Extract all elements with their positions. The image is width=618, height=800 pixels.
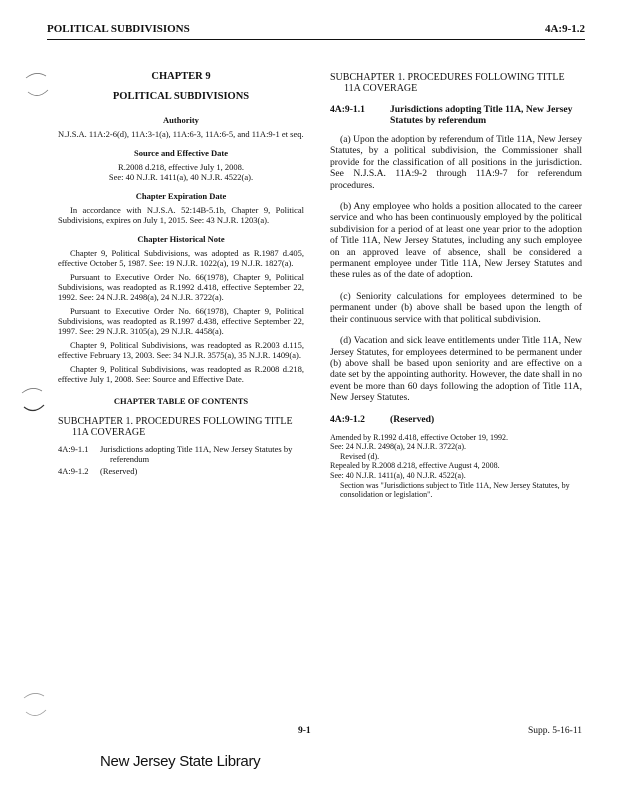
section-heading-1 [330, 104, 582, 126]
library-stamp: New Jersey State Library [100, 753, 261, 770]
right-column [330, 72, 582, 500]
header-section: 4A:9-1.2 [544, 23, 585, 35]
header-rule [47, 39, 585, 40]
paragraph-c: (c) Seniority calculations for employees determined to be permanent under (b) above shall be based upon the length of their continuous service with that political subdivision. [330, 290, 582, 325]
history-note: Pursuant to Executive Order No. 66(1978), Chapter 9, Political Subdivisions, was readopted as R.1997 d.438, effective September 22, 1997. See: 29 N.J.R. 3105(a), 29 N.J.R. 4458(a). [58, 306, 304, 336]
section-number: 4A:9-1.1 [330, 104, 365, 115]
chapter-title: POLITICAL SUBDIVISIONS [112, 91, 250, 102]
subchapter-heading: SUBCHAPTER 1. PROCEDURES FOLLOWING TITLE 11A COVERAGE [330, 72, 565, 94]
source-line-2: See: 40 N.J.R. 1411(a), 40 N.J.R. 4522(a). [108, 172, 254, 182]
history-line: Revised (d). [340, 451, 380, 461]
history-note: Pursuant to Executive Order No. 66(1978), Chapter 9, Political Subdivisions, was readopted as R.1992 d.418, effective September 22, 1992. See: 24 N.J.R. 2498(a), 24 N.J.R. 3722(a). [58, 272, 304, 302]
supplement-date: Supp. 5-16-11 [527, 726, 582, 736]
history-note: Chapter 9, Political Subdivisions, was readopted as R.2008 d.218, effective July 1, 2008. See: Source and Effective Date. [58, 364, 304, 384]
page-number: 9-1 [298, 726, 311, 736]
paragraph-a: (a) Upon the adoption by referendum of Title 11A, New Jersey Statutes, by a political subdivision, the Commissioner shall provide for the classification of all positions in the jurisdiction. See N.J.S.A. 11A:9-2 through 11A:9-7 for referendum procedures. [330, 134, 582, 191]
history-note: Chapter 9, Political Subdivisions, was adopted as R.1987 d.405, effective October 5, 1987. See: 19 N.J.R. 1022(a), 19 N.J.R. 1827(a). [58, 248, 304, 268]
toc-subchapter: SUBCHAPTER 1. PROCEDURES FOLLOWING TITLE 11A COVERAGE [58, 416, 293, 438]
source-heading: Source and Effective Date [133, 148, 229, 158]
history-line: Repealed by R.2008 d.218, effective August 4, 2008. [330, 461, 500, 471]
authority-text: N.J.S.A. 11A:2-6(d), 11A:3-1(a), 11A:6-3, 11A:6-5, and 11A:9-1 et seq. [58, 129, 304, 139]
margin-mark-2 [18, 385, 50, 415]
source-line-1: R.2008 d.218, effective July 1, 2008. [118, 162, 244, 172]
paragraph-d: (d) Vacation and sick leave entitlements under Title 11A, New Jersey Statutes, for employees determined to be permanent under (b) above shall be based upon seniority and are effective on a date set by the appointing authority. However, the date shall in no event be more than 60 days following the adoption of Title 11A, New Jersey Statutes. [330, 335, 582, 404]
toc-heading: CHAPTER TABLE OF CONTENTS [113, 396, 249, 406]
toc-entry-title: Jurisdictions adopting Title 11A, New Jersey Statutes by referendum [100, 444, 293, 464]
toc-entry[interactable] [58, 466, 304, 476]
running-header [47, 23, 585, 37]
toc-entry-number: 4A:9-1.2 [58, 466, 89, 476]
section-title: Jurisdictions adopting Title 11A, New Jersey Statutes by referendum [390, 104, 573, 126]
history-line: See: 24 N.J.R. 2498(a), 24 N.J.R. 3722(a). [330, 442, 466, 452]
expiration-text: In accordance with N.J.S.A. 52:14B-5.1b, Chapter 9, Political Subdivisions, expires on July 1, 2015. See: 43 N.J.R. 1203(a). [58, 205, 304, 225]
toc-entry[interactable] [58, 444, 304, 464]
section-number: 4A:9-1.2 [330, 413, 365, 425]
history-heading: Chapter Historical Note [137, 234, 225, 244]
margin-mark-3 [20, 690, 52, 720]
header-title: POLITICAL SUBDIVISIONS [47, 23, 190, 35]
toc-entry-title: (Reserved) [100, 466, 138, 476]
section-heading-2 [330, 414, 582, 425]
expiration-heading: Chapter Expiration Date [135, 191, 227, 201]
history-note: Chapter 9, Political Subdivisions, was readopted as R.2003 d.115, effective February 13, 2003. See: 34 N.J.R. 3575(a), 35 N.J.R. 1409(a). [58, 340, 304, 360]
history-line: Section was "Jurisdictions subject to Title 11A, New Jersey Statutes, by consolidation or legislation". [340, 480, 570, 500]
section-title: (Reserved) [390, 413, 435, 425]
history-line: See: 40 N.J.R. 1411(a), 40 N.J.R. 4522(a). [330, 470, 466, 480]
authority-heading: Authority [163, 115, 199, 125]
toc-entry-number: 4A:9-1.1 [58, 444, 89, 454]
left-column [58, 72, 304, 478]
paragraph-b: (b) Any employee who holds a position allocated to the career service and who has been continuously employed by the political subdivision for a period of at least one year prior to the adoption of Title 11A, New Jersey Statutes, including any such employee on an approved leave of absence, shall be considered a permanent employee under Title 11A, New Jersey Statutes and these rules as of the date of adoption. [330, 201, 582, 281]
chapter-number: CHAPTER 9 [151, 71, 211, 82]
history-line: Amended by R.1992 d.418, effective October 19, 1992. [330, 432, 509, 442]
margin-mark-1 [22, 70, 52, 100]
